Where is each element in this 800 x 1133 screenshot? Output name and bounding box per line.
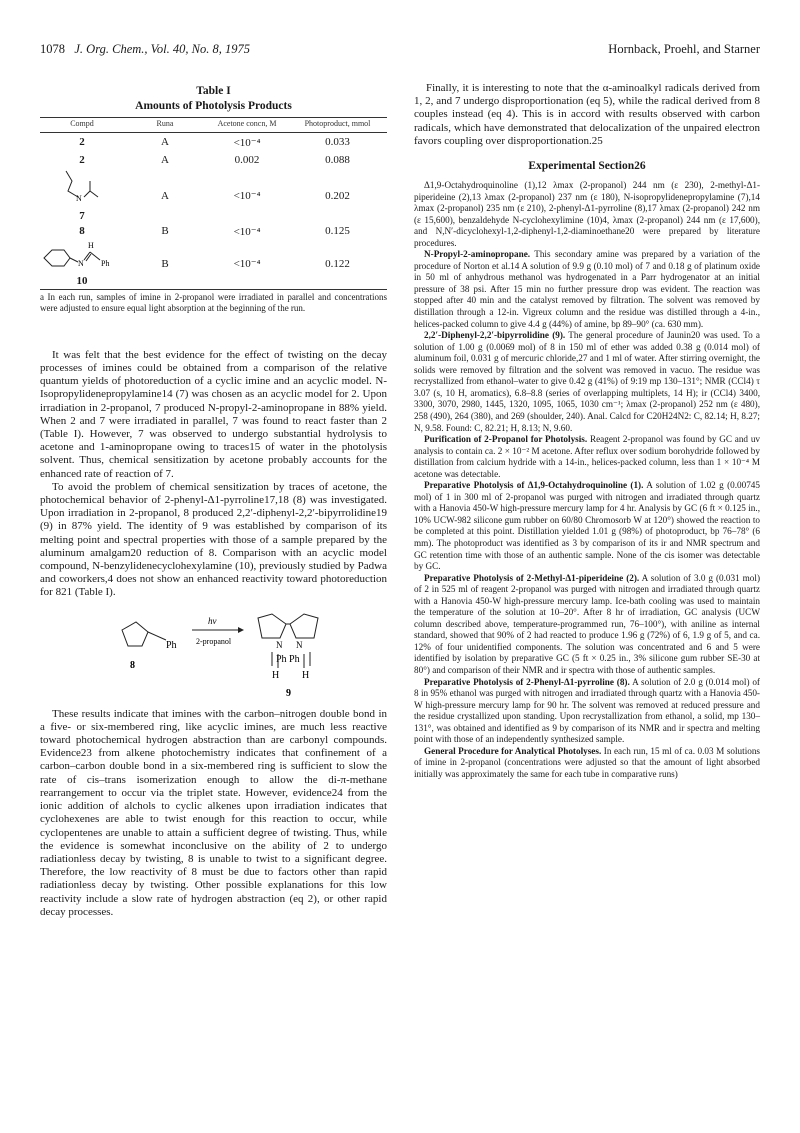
table-title: Amounts of Photolysis Products [135,100,292,112]
journal-name: J. Org. Chem., Vol. 40, No. 8, 1975 [74,42,250,56]
photolysis-table [40,117,387,287]
cell-conc: 0.002 [234,154,260,166]
cell-conc: <10⁻⁴ [233,190,261,202]
solvent-label: 2-propanol [196,636,232,646]
cell-run: A [161,189,169,202]
paragraph-heading: Preparative Photolysis of 2-Methyl-Δ1-piperideine (2). [424,572,640,583]
structure-7 [52,169,112,207]
running-authors: Hornback, Proehl, and Starner [608,42,760,56]
experimental-paragraph [414,480,760,572]
paragraph-text: In each run, 15 ml of ca. 0.03 M solutions of imine in 2-propanol (concentrations were adjusted so that the amount of light absorbed initially was approximately the same for each tube in comparative runs) [414,745,761,779]
left-column [40,84,387,919]
paragraph-heading: Purification of 2-Propanol for Photolysis. [424,434,588,445]
experimental-paragraph [414,330,760,434]
table-row [40,133,387,152]
cell-run: A [161,136,169,148]
n-atom-label: N [276,639,283,650]
hv-label: hν [208,615,217,626]
ph-label: Ph [166,639,177,651]
paragraph-heading: Preparative Photolysis of Δ1,9-Octahydroquinoline (1). [424,480,644,491]
cell-conc: <10⁻⁴ [233,136,261,149]
cell-compd: 2 [79,154,85,166]
cell-prod: 0.202 [325,189,350,202]
page-number: 1078 [40,42,65,56]
table-row [40,240,387,287]
compound-8-label: 8 [130,659,135,671]
cell-conc: <10⁻⁴ [233,258,261,270]
paragraph-heading: N-Propyl-2-aminopropane. [424,249,531,260]
body-paragraph: These results indicate that imines with the carbon–nitrogen double bond in a five- or six-membered ring, like acyclic imines, are much less reactive toward photochemical hydrogen abstraction than are carbonyl compounds. Evidence23 from alkene photochemistry indicates that confinement of a carbon–carbon double bond in a six-membered ring is sufficient to slow the rate of cis–trans isomerization enough to allow the di-π-methane rearrangement to occur via the triplet state. However, evidence24 from the ionic addition of alchols to cyclic alkenes upon irradiation indicates that cyclohexenes are able to twist enough for this reaction to occur, while cyclopentenes are unable to attain a sufficient degree of twisting. Thus, while the evidence is somewhat inconclusive on the ability of 2 to undergo radiationless decay by twisting, 8 is unable to twist to a significant degree. Therefore, the low reactivity of 8 must be due to factors other than rapid radiationless decay by twisting. Other possible explanations for this low reactivity include a slow rate of hydrogen abstraction (eq 2), or other rapid decay processes. [40,707,387,918]
cell-compd: 8 [79,225,85,237]
paragraph-heading: Preparative Photolysis of 2-Phenyl-Δ1-pyrroline (8). [424,676,630,687]
h-atom-label: H [302,669,310,681]
cell-compd: 2 [79,136,85,148]
paragraph-heading: 2,2′-Diphenyl-2,2′-bipyrrolidine (9). [424,330,566,341]
h-atom-label: H [272,669,280,681]
h-atom-label: H [88,241,94,250]
n-atom-label: N [78,259,84,268]
cell-compd: 7 [79,210,85,222]
cell-compd: 10 [76,275,88,287]
cell-prod: 0.122 [325,257,350,270]
body-paragraph: It was felt that the best evidence for the effect of twisting on the decay processes of imines could be obtained from a comparison of the relative quantum yields of photoreduction of a cyclic imine and an acyclic model. N-Isopropylidenepropylamine14 (7) was chosen as an acyclic model for 2. Upon irradiation in 2-propanol, 7 produced N-propyl-2-aminopropane in 88% yield. When 2 and 7 were irradiated in parallel, 7 was found to react faster than 2 (Table I). However, 7 was observed to undergo substantial hydrolysis to acetone and 1-aminopropane owing to traces15 of water in the photolysis solvent. Thus, chemical sensitization by acetone probably accounts for the enhanced rate of reaction of 7. [40,348,387,480]
n-atom-label: N [296,639,303,650]
cell-run: A [161,154,169,166]
table-row [40,222,387,240]
ph-label: Ph [101,259,110,268]
col-header-run: Runa [124,118,206,133]
cell-run: B [161,257,169,270]
page-header [40,42,760,62]
experimental-paragraph: Δ1,9-Octahydroquinoline (1),12 λmax (2-propanol) 244 nm (ε 230), 2-methyl-Δ1-piperideine (2),13 λmax (2-propanol) 237 nm (ε 180), N-isopropylidenepropylamine (7),14 λmax (2-propanol) 235 nm (ε 210), 2-phenyl-Δ1-pyrroline (8),17 λmax (2-propanol) 242 nm (ε 15,600), benzaldehyde N-cyclohexylimine (10)4, λmax (2-propanol) 244 nm (ε 17,600), and N,N′-dicyclohexyl-1,2-diphenyl-1,2-diaminoethane20 were prepared by literature procedures. [414,180,760,248]
cell-prod: 0.033 [325,136,350,148]
reaction-scheme [40,608,387,704]
experimental-paragraph [414,677,760,746]
body-paragraph: To avoid the problem of chemical sensitization by traces of acetone, the photochemical behavior of 2-phenyl-Δ1-pyrroline17,18 (8) was investigated. Upon irradiation in 2-propanol, 8 produced 2,2′-diphenyl-2,2′-bipyrrolidine19 (9) in 87% yield. The identity of 9 was established by comparison of its melting point and spectral properties with those of a sample prepared by the aluminum amalgam20 reduction of 8. Comparison with an acyclic model compound, N-benzylidenecyclohexylamine (10), previously studied by Padwa and coworkers,4 does not show an enhanced reactivity toward photoreduction for 821 (Table I). [40,480,387,599]
table-footnote: a In each run, samples of imine in 2-propanol were irradiated in parallel and concentrations were adjusted to ensure equal light absorption at the beginning of the run. [40,292,387,314]
table-label: Table I [196,85,231,97]
paragraph-text: A solution of 1.02 g (0.00745 mol) of 1 in 300 ml of 2-propanol was purged with nitrogen and irradiated through quartz with a Hanovia 450-W high-pressure mercury lamp for 4 hr. Analysis by GC (6 ft × 0.125 in., 10% UCW-982 silicone gum rubber on 60/80 Chromosorb W at 120°) showed the reaction to be completed at this point. Distillation yielded 1.01 g (98%) of photoproduct, bp 76–78° (6 mm). The photoproduct was identified as 3 by comparison of its ir and NMR spectrum and GC retention time with those of an authentic sample. None of the cis isomer was detectable by GC. [414,480,760,572]
ph-pair-label: Ph Ph [276,653,300,665]
cell-run: B [161,225,169,237]
compound-9-label: 9 [286,687,291,699]
n-atom-label: N [76,194,82,203]
col-header-acetone: Acetone concn, M [206,118,288,133]
col-header-compd: Compd [40,118,124,133]
journal-citation [40,42,250,57]
paragraph-text: This secondary amine was prepared by a variation of the procedure of Norton et al.14 A solution of 9.9 g (0.10 mol) of 7 and 0.18 g of platinum oxide in 50 ml of anhydrous methanol was hydrogenated in a Parr hydrogenator at an initial pressure of 38 psi. After 15 min no further pressure drop was evident. The reaction was stopped after 40 min and the catalyst removed by filtration. The solvent was removed by distillation through a 12-in. Vigreux column and the residue was distilled through a 4-in., helices-packed column to give 4.4 g (44%) of amine, bp 89–90° (ca. 630 mm). [414,249,760,329]
scheme-svg [40,608,387,704]
cell-conc: <10⁻⁴ [233,225,261,238]
col-header-photoproduct: Photoproduct, mmol [288,118,387,133]
cell-prod: 0.125 [325,225,350,237]
paragraph-heading: General Procedure for Analytical Photolyses. [424,745,602,756]
experimental-paragraph [414,434,760,480]
experimental-paragraph [414,249,760,330]
cell-compd-structure [40,169,124,222]
experimental-paragraph [414,573,760,677]
paragraph-text: A solution of 2.0 g (0.014 mol) of 8 in 95% ethanol was purged with nitrogen and irradiated through quartz with a Hanovia 450-W high-pressure mercury lamp for 90 hr. The solvent was removed at reduced pressure and the residue crystallized upon standing. Upon recrystallization from ethanol, a solid, mp 130–131°, was obtained and identified as 9 by comparison of its NMR and ir spectra and melting point with those of an independently synthesized sample. [414,676,760,745]
paragraph-text: The general procedure of Jaunin20 was used. To a solution of 1.00 g (0.0069 mol) of 8 in 150 ml of ether was added 0.38 g (0.014 mol) of aluminum foil, 0.031 g of mercuric chloride,27 and 1 ml of water. After stirring overnight, the solids were removed by filtration and the solvent was removed in vacuo. The residue was recrystallized from ethanol–water to give 0.42 g (41%) of 9:19 mp 130–131°; NMR (CCl4) τ 3.07 (s, 10 H, aromatics), 6.8–8.8 (series of overlapping multiplets, 14 H); ir (CCl4) 3400, 3300, 3070, 2980, 1445, 1320, 1095, 1065, 1030 cm⁻¹; λmax (2-propanol) 252 nm (ε 480), 258 (490), 264 (380), and 269 (shoulder, 240). Anal. Calcd for C20H24N2: C, 82.14; H, 8.27; N, 9.58. Found: C, 82.21; H, 8.13; N, 9.60. [414,330,760,433]
paragraph-text: A solution of 3.0 g (0.031 mol) of 2 in 525 ml of reagent 2-propanol was purged with nitrogen and irradiated through quartz with a Hanovia 450-W high-pressure mercury lamp. Ice-bath cooling was used to maintain the temperature of the solution at 10–20°. After 8 hr of irradiation, GC analysis (UCW column described above, temperature-programmed run, 76–100°), with aniline as internal standard, showed that 90% of 2 had reacted to produce 1.96 g (72%) of 6, 1.9 g of 5, and ca. 12% of four unidentified components. The solution was concentrated and 6 and 5 were identified by isolation by preparative GC (5 ft × 0.25 in., 3% silicone gum rubber SE-30 at 80°) and comparison of their NMR and ir spectra with those of authentic samples. [414,572,760,675]
table-row [40,151,387,169]
paragraph-text: Reagent 2-propanol was found by GC and uv analysis to contain ca. 2 × 10⁻² M acetone. After reflux over sodium borohydride followed by distillation from calcium hydride with a 14-in., helices-packed column, less than 1 × 10⁻⁴ M acetone was detectable. [414,434,761,479]
body-paragraph: Finally, it is interesting to note that the α-aminoalkyl radicals derived from 1, 2, and 7 undergo disproportionation (eq 5), while the radical derived from 8 couples instead (eq 4). This is in accord with results observed with carbon radicals, which have demonstrated that delocalization of the unpaired electron favors coupling over disproportionation.25 [414,82,760,147]
cell-prod: 0.088 [325,154,350,166]
right-column [414,82,760,780]
cell-compd-structure [40,240,124,287]
experimental-paragraph [414,746,760,781]
structure-10 [40,240,124,272]
table-row [40,169,387,222]
section-heading: Experimental Section26 [528,160,646,173]
